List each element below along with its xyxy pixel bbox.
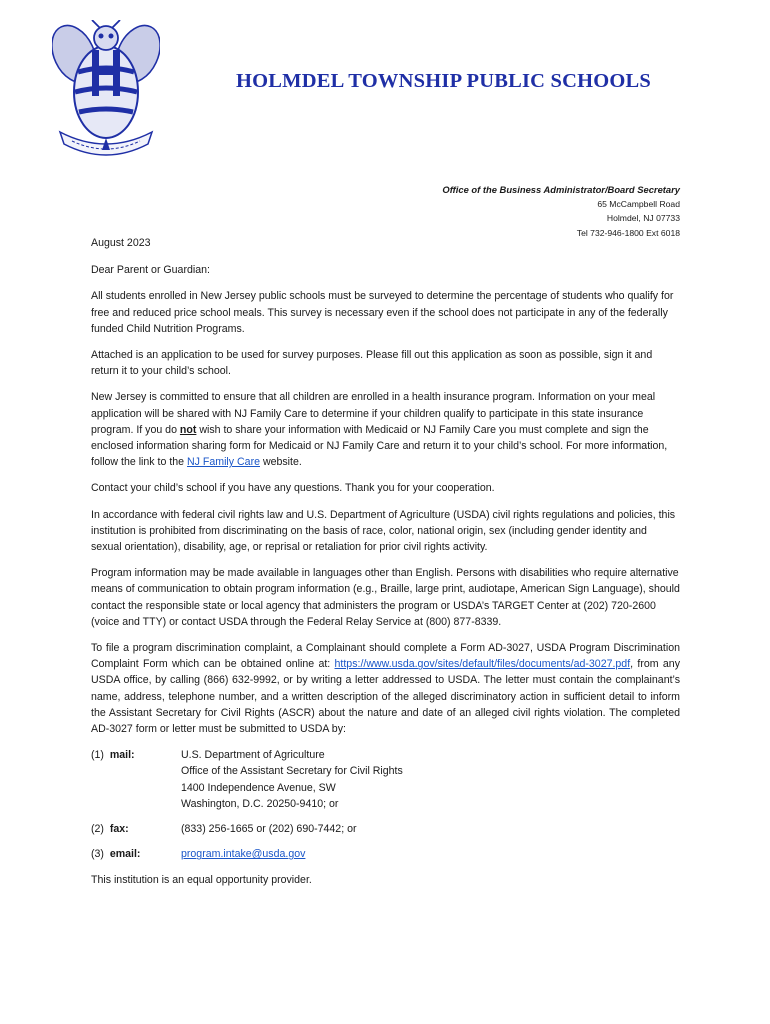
school-name-heading: HOLMDEL TOWNSHIP PUBLIC SCHOOLS <box>236 70 651 92</box>
p7-text-1: To file a program discrimination complaint, a Complainant should complete a Form AD-3027, USDA Program Discrimination Complaint Form which can be obtained online at: <box>91 642 680 671</box>
mail-line-1: U.S. Department of Agriculture <box>181 749 325 762</box>
paragraph-application: Attached is an application to be used for survey purposes. Please fill out this application as soon as possible, sign it and return it to your child’s school. <box>91 349 653 378</box>
mail-line-4: Washington, D.C. 20250-9410; or <box>181 797 339 810</box>
mail-line-3: 1400 Independence Avenue, SW <box>181 781 336 794</box>
office-title: Office of the Business Administrator/Board Secretary <box>442 184 680 195</box>
paragraph-survey: All students enrolled in New Jersey public schools must be surveyed to determine the percentage of students who qualify for free and reduced price school meals. This survey is necessary even if the school does not participate in any of the federally funded Child Nutrition Programs. <box>91 290 674 335</box>
mail-line-2: Office of the Assistant Secretary for Civil Rights <box>181 765 403 778</box>
email-row <box>91 846 680 862</box>
nj-family-care-link[interactable]: NJ Family Care <box>187 456 260 469</box>
salutation: Dear Parent or Guardian: <box>91 264 210 277</box>
closing-statement: This institution is an equal opportunity provider. <box>91 873 312 886</box>
p3-text-1: New Jersey is committed to ensure that all children are enrolled in a health insurance program. Information on your meal application will be shared with NJ Family Care to determine if your children qualify to participate in this state insurance program. If you do <box>91 391 656 436</box>
mail-label: mail: <box>109 749 135 762</box>
p3-text-3: website. <box>260 456 302 469</box>
mail-number: (1) <box>91 749 104 762</box>
p3-text-2: wish to share your information with Medicaid or NJ Family Care you must complete and sign the enclosed information sharing form for Medicaid or NJ Family Care and return it to your child’s school. For more information, follow the link to the <box>91 423 668 469</box>
paragraph-complaint <box>91 640 680 737</box>
office-address-block <box>442 183 680 240</box>
fax-label: fax: <box>109 823 129 836</box>
ad-3027-form-link[interactable]: https://www.usda.gov/sites/default/files/documents/ad-3027.pdf <box>334 658 631 671</box>
mail-row <box>91 747 680 812</box>
usda-email-link[interactable]: program.intake@usda.gov <box>181 848 306 861</box>
paragraph-nj-family-care <box>91 389 680 470</box>
paragraph-program-info: Program information may be made available in languages other than English. Persons with disabilities who require alternative means of communication to obtain program information (e.g., Braille, large print, audiotape, American Sign Language), should contact the responsible state or local agency that administers the program or USDA’s TARGET Center at (202) 720-2600 (voice and TTY) or contact USDA through the Federal Relay Service at (800) 877-8339. <box>91 567 680 628</box>
letter-date: August 2023 <box>91 237 151 249</box>
letter-body <box>91 235 680 888</box>
paragraph-civil-rights: In accordance with federal civil rights law and U.S. Department of Agriculture (USDA) civil rights regulations and policies, this institution is prohibited from discriminating on the basis of race, color, national origin, sex (including gender identity and sexual orientation), disability, age, or reprisal or retaliation for prior civil rights activity. <box>91 508 676 554</box>
submission-methods <box>91 747 680 862</box>
fax-row <box>91 821 680 837</box>
office-phone: Tel 732-946-1800 Ext 6018 <box>576 227 680 238</box>
hornet-mascot-logo <box>52 20 160 160</box>
email-label: email: <box>109 848 141 861</box>
address-line-2: Holmdel, NJ 07733 <box>606 213 680 224</box>
fax-number: (2) <box>91 823 104 836</box>
address-line-1: 65 McCampbell Road <box>597 199 680 210</box>
paragraph-contact: Contact your child’s school if you have any questions. Thank you for your cooperation. <box>91 482 495 495</box>
p3-emphasis: not <box>179 423 197 436</box>
email-number: (3) <box>91 848 104 861</box>
p7-text-2: , from any USDA office, by calling (866) 632-9992, or by writing a letter addressed to USDA. The letter must contain the complainant’s name, address, telephone number, and a written description of the alleged discriminatory action in sufficient detail to inform the Assistant Secretary for Civil Rights (ASCR) about the nature and date of an alleged civil rights violation. The completed AD-3027 form or letter must be submitted to USDA by: <box>91 658 680 736</box>
fax-value: (833) 256-1665 or (202) 690-7442; or <box>181 823 357 836</box>
